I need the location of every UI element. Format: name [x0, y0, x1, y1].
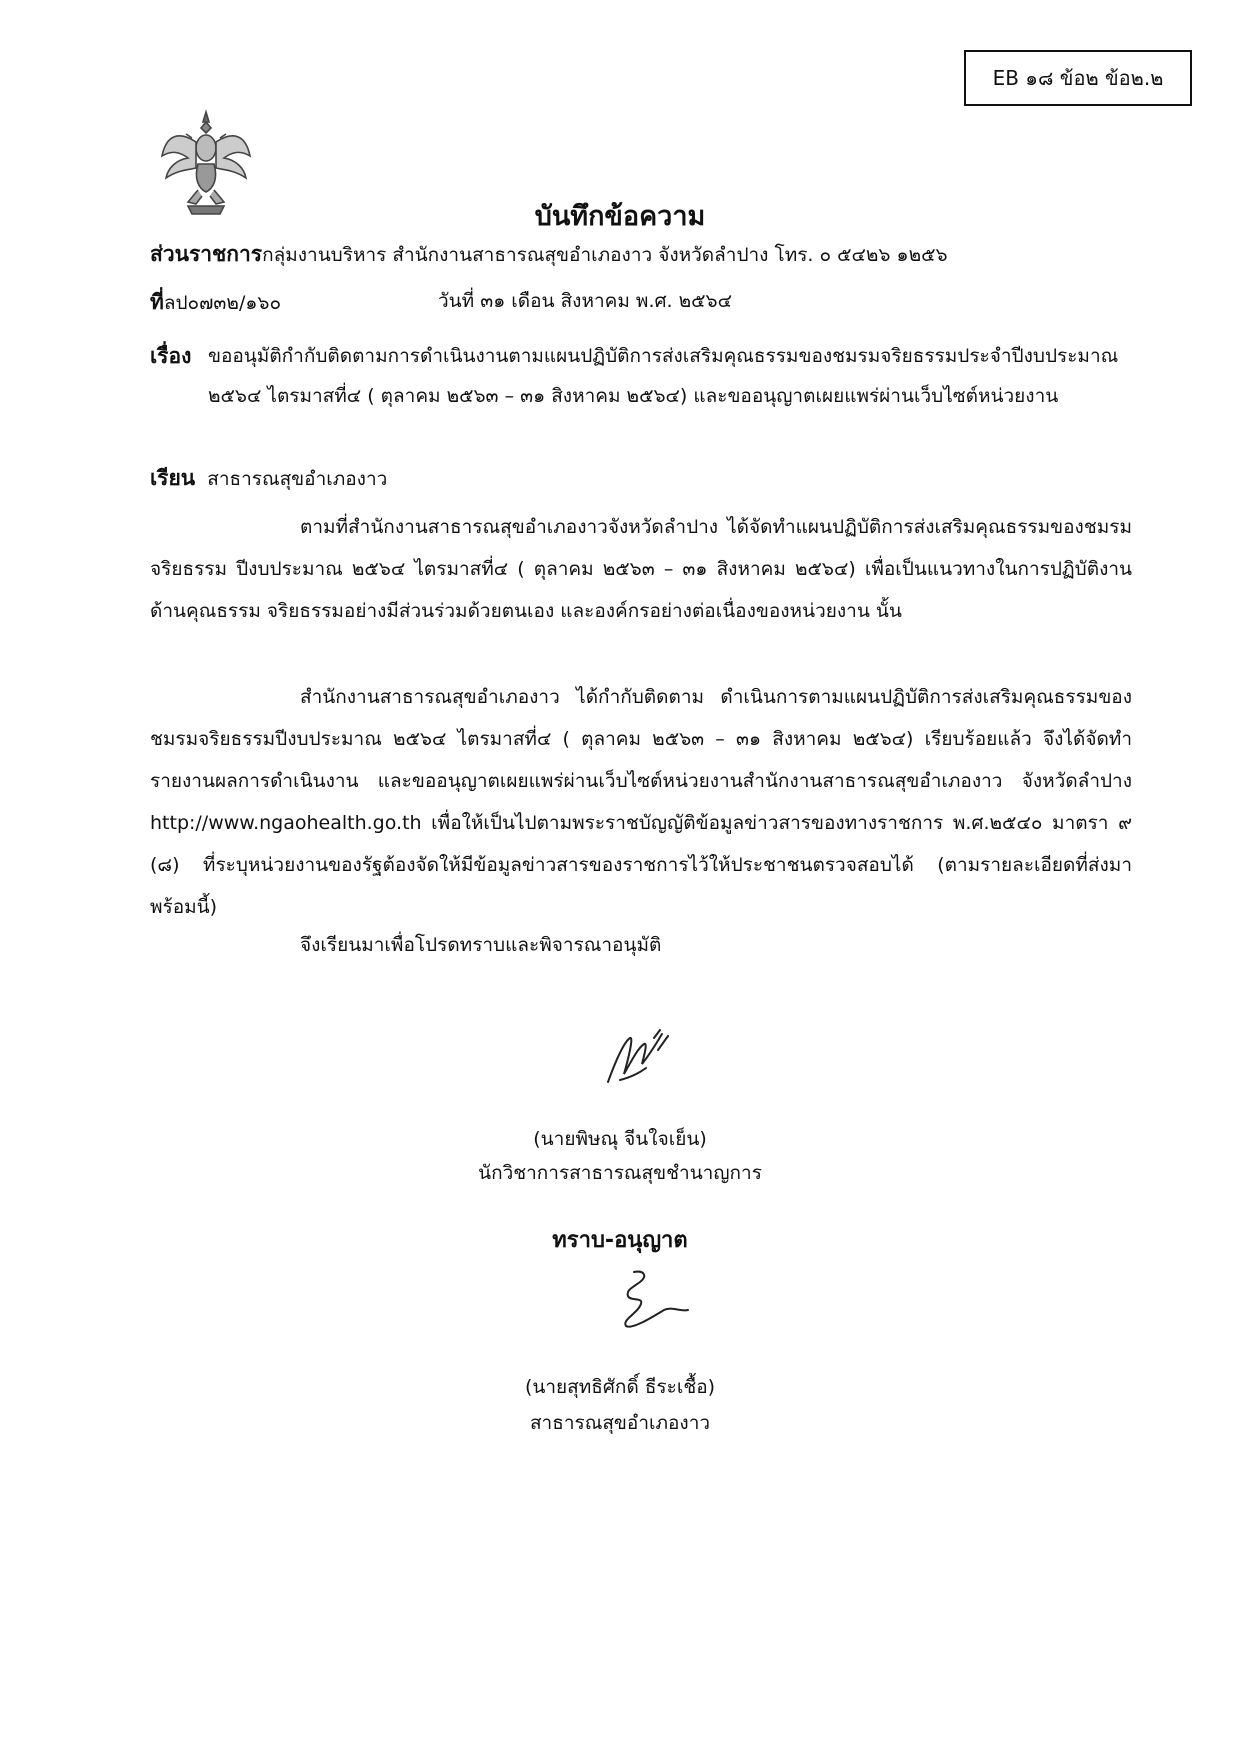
body-paragraph-2: สำนักงานสาธารณสุขอำเภองาว ได้กำกับติดตาม ดำเนินการตามแผนปฏิบัติการส่งเสริมคุณธรรมของชมรมจริยธรรมปีงบประมาณ ๒๕๖๔ ไตรมาสที่๔ ( ตุลาคม ๒๕๖๓ – ๓๑ สิงหาคม ๒๕๖๔) เรียบร้อยแล้ว จึงได้จัดทำรายงานผลการดำเนินงาน และขออนุญาตเผยแพร่ผ่านเว็บไซต์หน่วยงานสำนักงานสาธารณสุขอำเภองาว จังหวัดลำปาง http://www.ngaohealth.go.th เพื่อให้เป็นไปตามพระราชบัญญัติข้อมูลข่าวสารของทางราชการ พ.ศ.๒๕๔๐ มาตรา ๙ (๘) ที่ระบุหน่วยงานของรัฐต้องจัดให้มีข้อมูลข่าวสารของราชการไว้ให้ประชาชนตรวจสอบได้ (ตามรายละเอียดที่ส่งมาพร้อมนี้)	[150, 686, 1132, 918]
doc-number-line	[150, 286, 732, 319]
to-line	[150, 462, 387, 495]
signer-1-name: (นายพิษณุ จีนใจเย็น)	[533, 1128, 707, 1150]
signature-2	[600, 1266, 692, 1332]
document-title: บันทึกข้อความ	[534, 201, 706, 232]
agency-label: ส่วนราชการ	[150, 242, 263, 266]
body-paragraph-1: ตามที่สำนักงานสาธารณสุขอำเภองาวจังหวัดลำปาง ได้จัดทำแผนปฏิบัติการส่งเสริมคุณธรรมของชมรมจริยธรรม ปีงบประมาณ ๒๕๖๔ ไตรมาสที่๔ ( ตุลาคม ๒๕๖๓ – ๓๑ สิงหาคม ๒๕๖๔) เพื่อเป็นแนวทางในการปฏิบัติงานด้านคุณธรรม จริยธรรมอย่างมีส่วนร่วมด้วยตนเอง และองค์กรอย่างต่อเนื่องของหน่วยงาน นั้น	[150, 516, 1132, 622]
to-value: สาธารณสุขอำเภองาว	[207, 468, 388, 490]
subject-value: ขออนุมัติกำกับติดตามการดำเนินงานตามแผนปฏิบัติการส่งเสริมคุณธรรมของชมรมจริยธรรมประจำปีงบประมาณ ๒๕๖๔ ไตรมาสที่๔ ( ตุลาคม ๒๕๖๓ – ๓๑ สิงหาคม ๒๕๖๔) และขออนุญาตเผยแพร่ผ่านเว็บไซต์หน่วยงาน	[208, 345, 1119, 407]
agency-value: กลุ่มงานบริหาร สำนักงานสาธารณสุขอำเภองาว จังหวัดลำปาง โทร. ๐ ๕๔๒๖ ๑๒๕๖	[262, 244, 948, 266]
doc-number-label: ที่	[150, 290, 164, 314]
reference-code: EB ๑๘ ข้อ๒ ข้อ๒.๒	[992, 66, 1164, 90]
approval-label: ทราบ-อนุญาต	[552, 1228, 688, 1253]
to-label: เรียน	[150, 466, 196, 490]
doc-date: วันที่ ๓๑ เดือน สิงหาคม พ.ศ. ๒๕๖๔	[438, 290, 732, 312]
signature-1	[598, 1020, 678, 1090]
closing-line: จึงเรียนมาเพื่อโปรดทราบและพิจารณาอนุมัติ	[300, 934, 662, 956]
signer-2-position: สาธารณสุขอำเภองาว	[529, 1412, 711, 1434]
agency-line	[150, 238, 948, 271]
reference-box	[964, 50, 1192, 106]
signer-1-position: นักวิชาการสาธารณสุขชำนาญการ	[478, 1162, 762, 1184]
doc-number-value: ลป๐๗๓๒/๑๖๐	[163, 292, 282, 314]
subject-label: เรื่อง	[150, 344, 192, 368]
signer-2-name: (นายสุทธิศักดิ์ ธีระเชื้อ)	[524, 1376, 716, 1398]
